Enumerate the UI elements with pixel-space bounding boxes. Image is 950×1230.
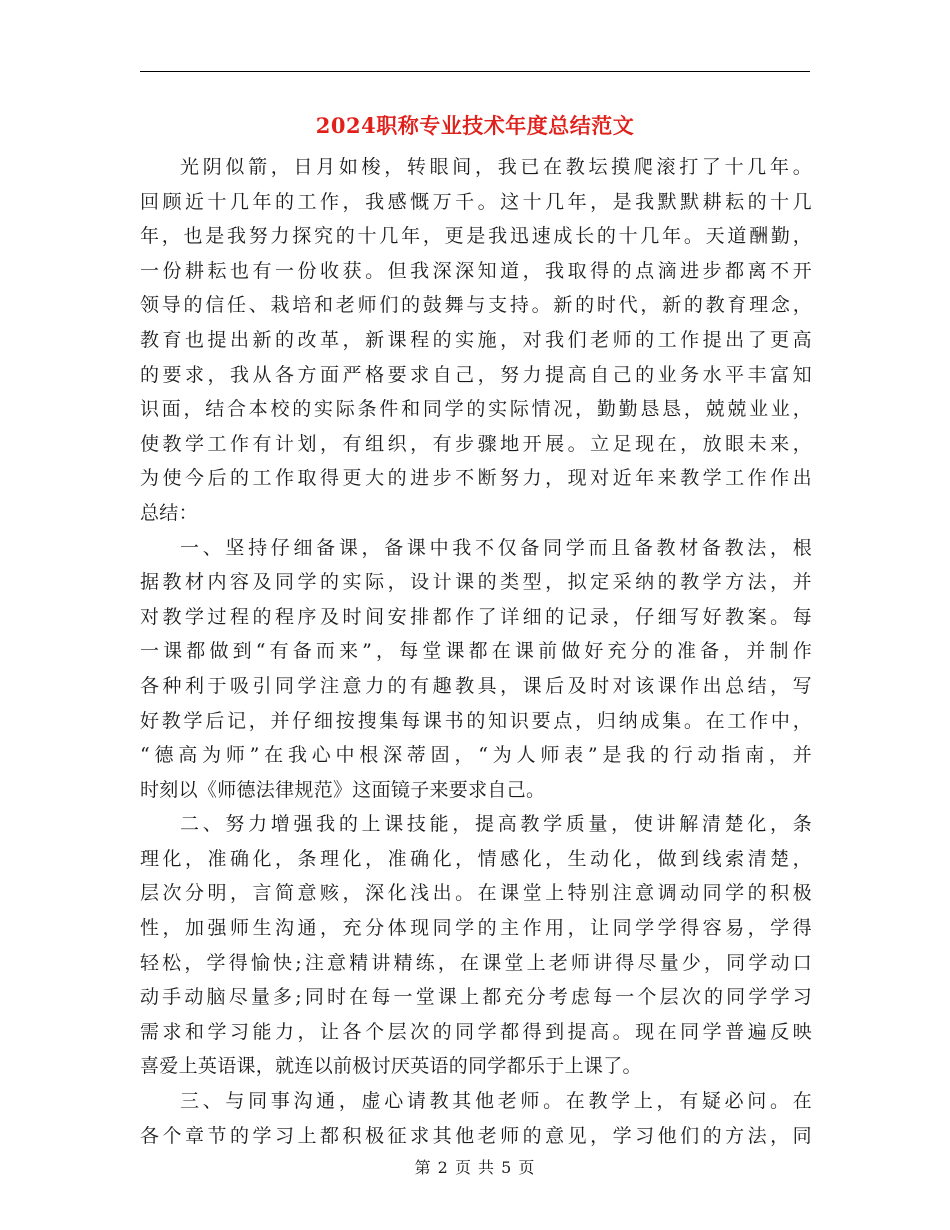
document-title: 2024职称专业技术年度总结范文 — [315, 113, 635, 138]
text-line: 轻松，学得愉快;注意精讲精练，在课堂上老师讲得尽量少，同学动口 — [140, 951, 812, 974]
text-line: “德高为师”在我心中根深蒂固，“为人师表”是我的行动指南，并 — [140, 744, 812, 767]
text-line: 好教学后记，并仔细按搜集每课书的知识要点，归纳成集。在工作中， — [140, 709, 812, 732]
text-line: 各个章节的学习上都积极征求其他老师的意见，学习他们的方法，同 — [140, 1124, 812, 1147]
text-line: 一课都做到“有备而来”，每堂课都在课前做好充分的准备，并制作 — [140, 640, 812, 663]
text-line: 需求和学习能力，让各个层次的同学都得到提高。现在同学普遍反映 — [140, 1020, 812, 1043]
page-footer: 第 2 页 共 5 页 — [414, 1158, 536, 1177]
text-line: 理化，准确化，条理化，准确化，情感化，生动化，做到线索清楚， — [140, 847, 812, 870]
text-line: 回顾近十几年的工作，我感慨万千。这十几年，是我默默耕耘的十几 — [140, 190, 812, 213]
text-line: 层次分明，言简意赅，深化浅出。在课堂上特别注意调动同学的积极 — [140, 882, 812, 905]
text-line: 光阴似箭，日月如梭，转眼间，我已在教坛摸爬滚打了十几年。 — [180, 156, 812, 178]
text-line: 的要求，我从各方面严格要求自己，努力提高自己的业务水平丰富知 — [140, 363, 812, 386]
text-line: 为使今后的工作取得更大的进步不断努力，现对近年来教学工作作出 — [140, 467, 812, 490]
text-line: 使教学工作有计划，有组织，有步骤地开展。立足现在，放眼未来， — [140, 432, 812, 455]
text-line: 识面，结合本校的实际条件和同学的实际情况，勤勤恳恳，兢兢业业， — [140, 398, 812, 421]
text-line: 领导的信任、栽培和老师们的鼓舞与支持。新的时代，新的教育理念， — [140, 294, 812, 317]
text-line: 一、坚持仔细备课，备课中我不仅备同学而且备教材备教法，根 — [180, 536, 812, 559]
text-line: 动手动脑尽量多;同时在每一堂课上都充分考虑每一个层次的同学学习 — [140, 986, 812, 1009]
header-rule — [140, 71, 810, 72]
document-body — [140, 150, 812, 1153]
text-line: 二、努力增强我的上课技能，提高教学质量，使讲解清楚化，条 — [180, 813, 812, 836]
text-line: 一份耕耘也有一份收获。但我深深知道，我取得的点滴进步都离不开 — [140, 259, 812, 282]
text-line: 各种利于吸引同学注意力的有趣教具，课后及时对该课作出总结，写 — [140, 674, 812, 697]
text-line: 总结： — [140, 501, 198, 524]
text-line: 年，也是我努力探究的十几年，更是我迅速成长的十几年。天道酬勤， — [140, 225, 812, 248]
text-line: 对教学过程的程序及时间安排都作了详细的记录，仔细写好教案。每 — [140, 605, 812, 628]
text-line: 三、与同事沟通，虚心请教其他老师。在教学上，有疑必问。在 — [180, 1090, 812, 1113]
text-line: 时刻以《师德法律规范》这面镜子来要求自己。 — [140, 778, 546, 801]
text-line: 喜爱上英语课，就连以前极讨厌英语的同学都乐于上课了。 — [140, 1055, 642, 1078]
text-line: 性，加强师生沟通，充分体现同学的主作用，让同学学得容易，学得 — [140, 917, 812, 940]
text-line: 据教材内容及同学的实际，设计课的类型，拟定采纳的教学方法，并 — [140, 571, 812, 594]
text-line: 教育也提出新的改革，新课程的实施，对我们老师的工作提出了更高 — [140, 328, 812, 351]
